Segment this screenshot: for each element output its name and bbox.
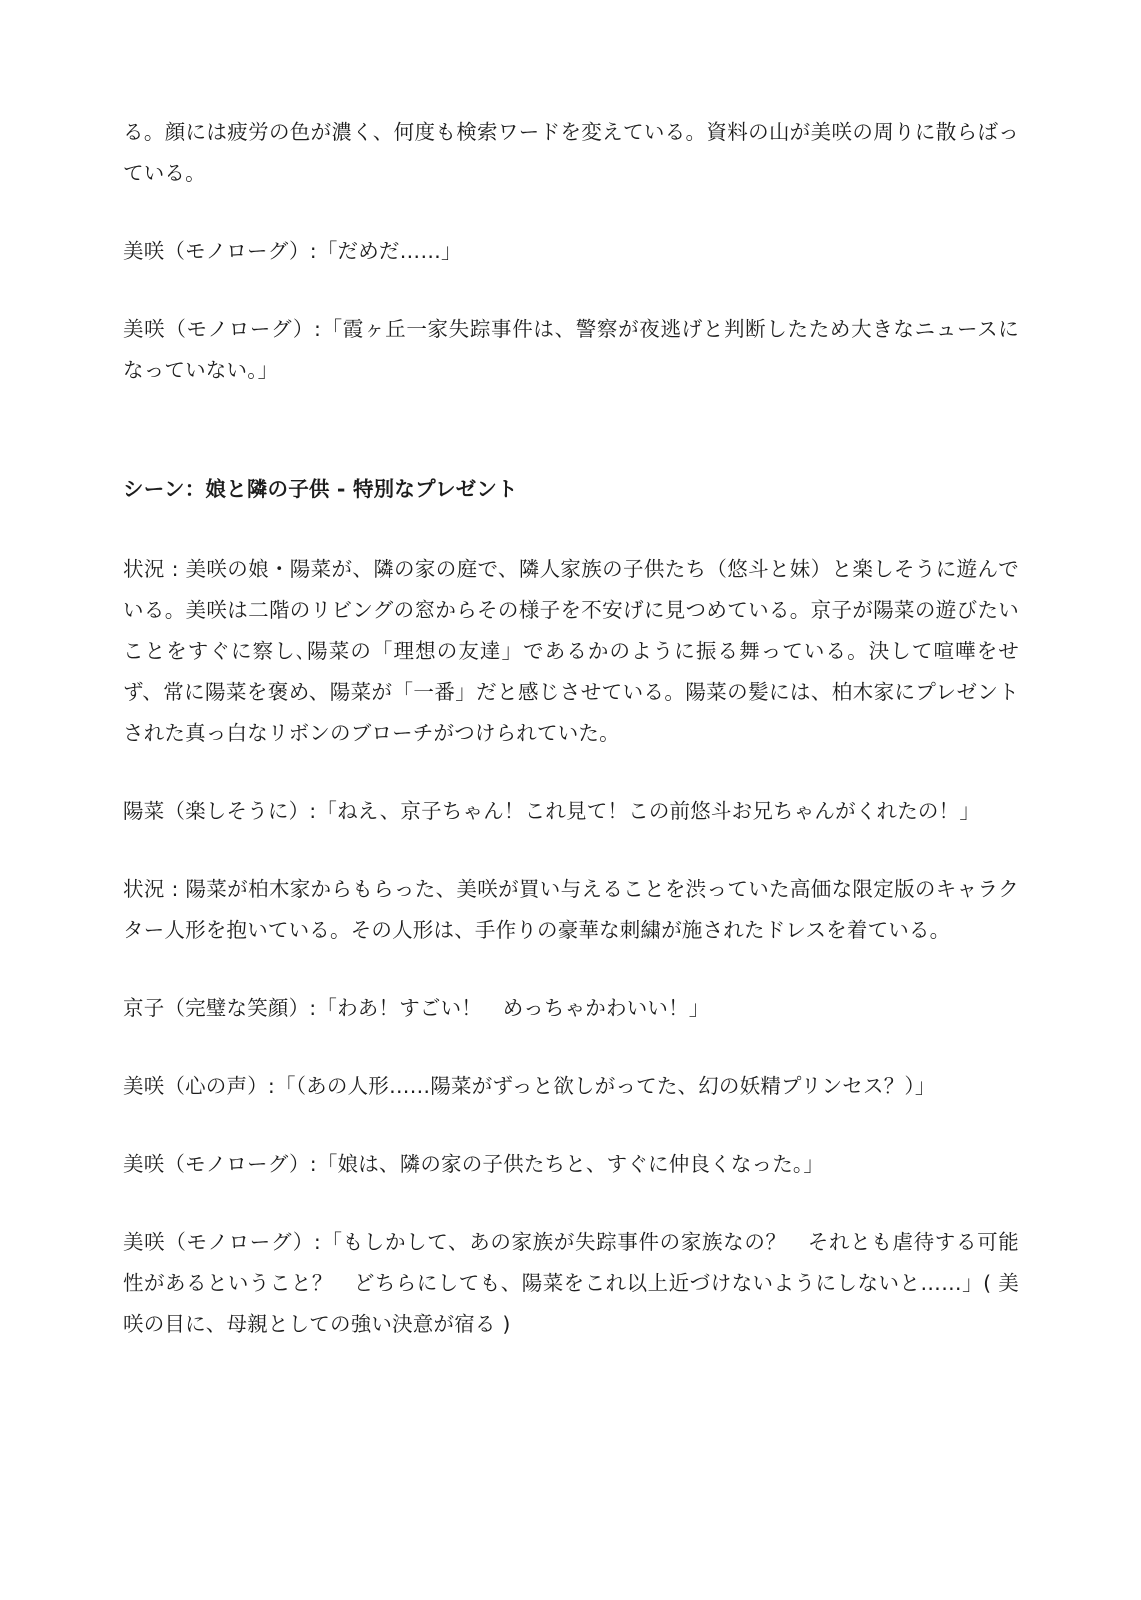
scene-heading: シーン：娘と隣の子供 - 特別なプレゼント (123, 477, 518, 501)
dialogue-line: 陽菜（楽しそうに）:「ねえ、京子ちゃん！これ見て！この前悠斗お兄ちゃんがくれたの！」 (123, 799, 981, 823)
situation-paragraph: 状況 : 陽菜が柏木家からもらった、美咲が買い与えることを渋っていた高価な限定版のキャラクター人形を抱いている。その人形は、手作りの豪華な刺繍が施されたドレスを着ている。 (123, 877, 1019, 942)
dialogue-line: 美咲（心の声）:「（あの人形……陽菜がずっと欲しがってた、幻の妖精プリンセス？）」 (123, 1074, 936, 1098)
document-body (123, 112, 1019, 1382)
dialogue-line: 美咲（モノローグ）:「霞ヶ丘一家失踪事件は、警察が夜逃げと判断したため大きなニュースになっていない。」 (123, 317, 1019, 382)
narration-paragraph: る。顔には疲労の色が濃く、何度も検索ワードを変えている。資料の山が美咲の周りに散らばっている。 (123, 120, 1019, 185)
dialogue-line: 京子（完璧な笑顔）:「わあ！すごい！ めっちゃかわいい！」 (123, 996, 710, 1020)
dialogue-line: 美咲（モノローグ）:「だめだ……」 (123, 239, 462, 263)
dialogue-line: 美咲（モノローグ）:「もしかして、あの家族が失踪事件の家族なの？ それとも虐待する可能性があるということ？ どちらにしても、陽菜をこれ以上近づけないようにしないと……」( 美咲の目に、母親としての強い決意が宿る ) (123, 1230, 1019, 1336)
dialogue-line: 美咲（モノローグ）:「娘は、隣の家の子供たちと、すぐに仲良くなった。」 (123, 1152, 825, 1176)
situation-paragraph: 状況 : 美咲の娘・陽菜が、隣の家の庭で、隣人家族の子供たち（悠斗と妹）と楽しそうに遊んでいる。美咲は二階のリビングの窓からその様子を不安げに見つめている。京子が陽菜の遊びたいことをすぐに察し､陽菜の「理想の友達」であるかのように振る舞っている。決して喧嘩をせず、常に陽菜を褒め、陽菜が「一番」だと感じさせている。陽菜の髪には、柏木家にプレゼントされた真っ白なリボンのブローチがつけられていた。 (123, 557, 1019, 745)
